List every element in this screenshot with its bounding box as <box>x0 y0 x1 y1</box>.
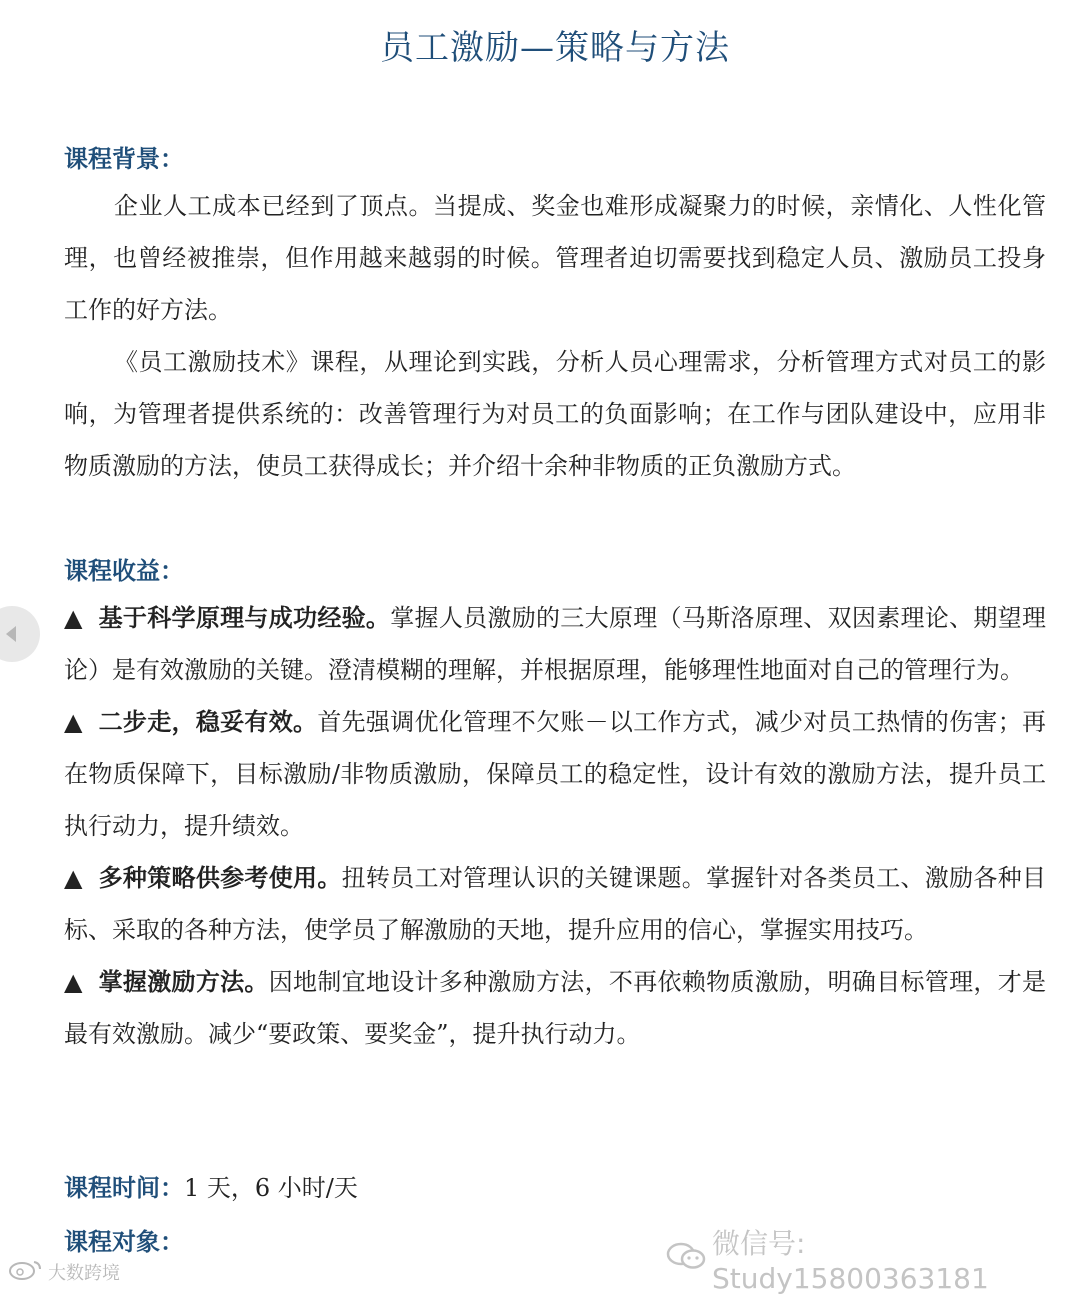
triangle-bullet-icon: ▲ <box>64 708 83 736</box>
background-paragraph: 企业人工成本已经到了顶点。当提成、奖金也难形成凝聚力的时候，亲情化、人性化管理，也曾经被推崇，但作用越来越弱的时候。管理者迫切需要找到稳定人员、激励员工投身工作的好方法。 <box>64 192 1046 324</box>
benefits-list <box>64 592 1046 1060</box>
triangle-bullet-icon: ▲ <box>64 968 83 996</box>
benefit-item <box>64 592 1046 696</box>
course-time-value: 1 天，6 小时/天 <box>184 1174 358 1202</box>
benefit-item <box>64 696 1046 852</box>
benefit-item <box>64 852 1046 956</box>
weibo-icon <box>8 1258 44 1285</box>
background-heading: 课程背景： <box>64 144 184 173</box>
brand-watermark <box>8 1258 120 1285</box>
background-paragraph: 《员工激励技术》课程，从理论到实践，分析人员心理需求，分析管理方式对员工的影响，为管理者提供系统的：改善管理行为对员工的负面影响；在工作与团队建设中，应用非物质激励的方法，使员工获得成长；并介绍十余种非物质的正负激励方式。 <box>64 348 1046 480</box>
benefit-text: 扭转员工对管理认识的关键课题。掌握针对各类员工、激励各种目标、采取的各种方法，使学员了解激励的天地，提升应用的信心，掌握实用技巧。 <box>64 864 1046 944</box>
previous-arrow-icon[interactable] <box>0 606 40 662</box>
wechat-watermark <box>666 1222 1080 1295</box>
benefit-title: 二步走，稳妥有效。 <box>98 707 318 736</box>
benefit-text: 首先强调优化管理不欠账－以工作方式，减少对员工热情的伤害；再在物质保障下，目标激励/非物质激励，保障员工的稳定性，设计有效的激励方法，提升员工执行动力，提升绩效。 <box>64 708 1047 840</box>
triangle-bullet-icon: ▲ <box>64 604 83 632</box>
benefit-title: 掌握激励方法。 <box>98 967 269 996</box>
brand-text: 大数跨境 <box>48 1262 120 1284</box>
course-time-label: 课程时间： <box>64 1173 184 1202</box>
benefit-item <box>64 956 1046 1060</box>
triangle-bullet-icon: ▲ <box>64 864 83 892</box>
wechat-icon <box>666 1242 706 1276</box>
benefits-heading: 课程收益： <box>64 556 184 585</box>
benefit-text: 因地制宜地设计多种激励方法，不再依赖物质激励，明确目标管理，才是最有效激励。减少“要政策、要奖金”，提升执行动力。 <box>64 968 1046 1048</box>
benefit-title: 基于科学原理与成功经验。 <box>98 603 391 632</box>
course-time <box>64 1168 358 1203</box>
background-section <box>64 180 1046 492</box>
benefit-title: 多种策略供参考使用。 <box>98 863 342 892</box>
benefit-text: 掌握人员激励的三大原理（马斯洛原理、双因素理论、期望理论）是有效激励的关键。澄清模糊的理解，并根据原理，能够理性地面对自己的管理行为。 <box>64 604 1046 684</box>
wechat-id-text: 微信号: Study15800363181 <box>712 1227 989 1295</box>
page-title: 员工激励—策略与方法 <box>380 28 730 68</box>
course-audience-label: 课程对象： <box>64 1227 184 1256</box>
